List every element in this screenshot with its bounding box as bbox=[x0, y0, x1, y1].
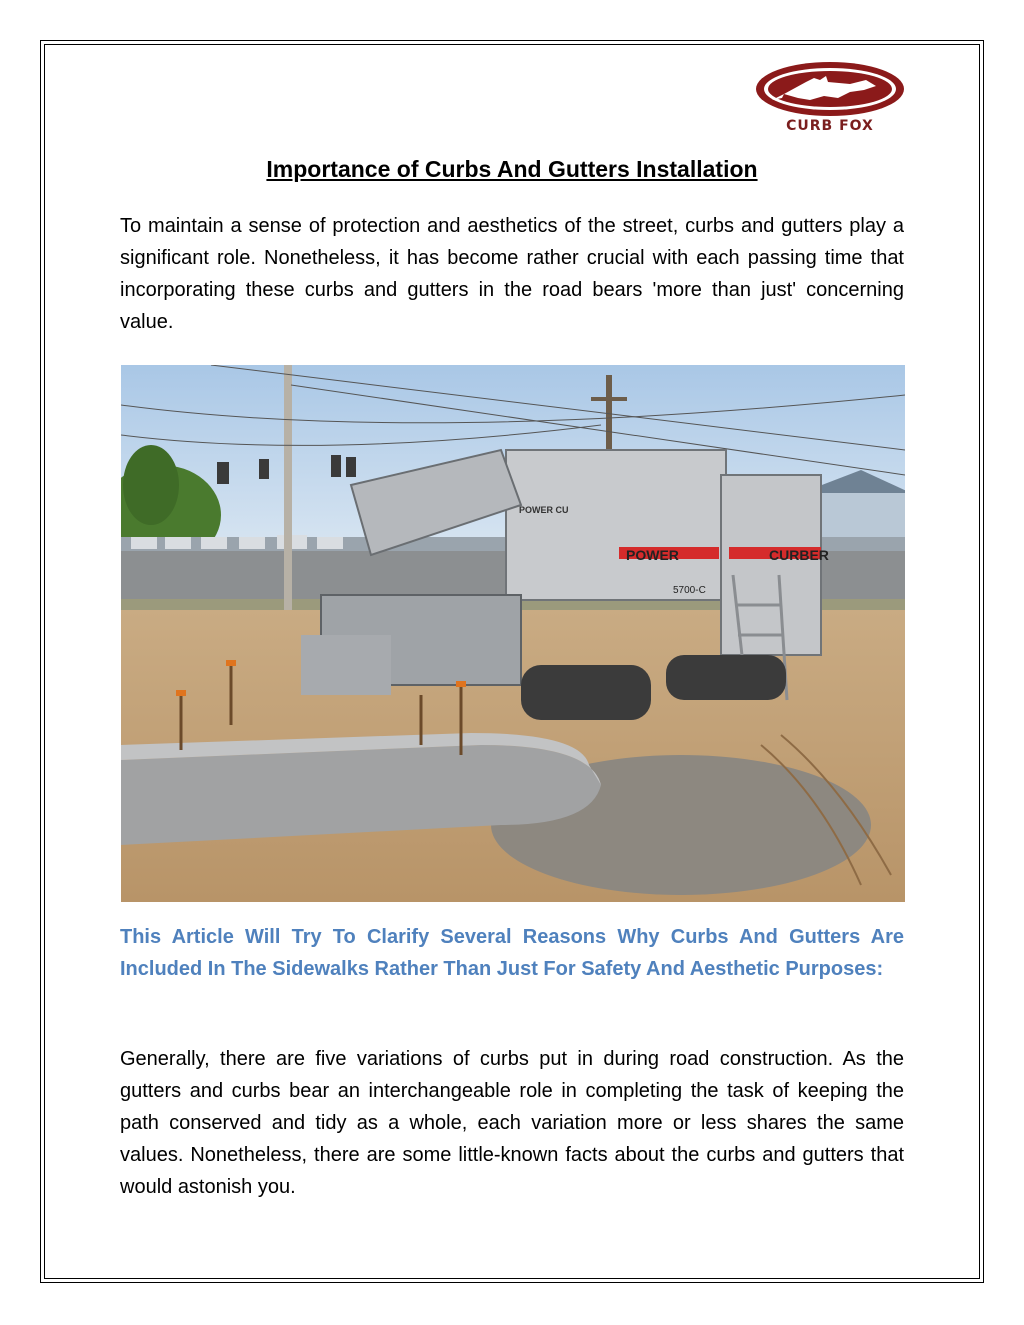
page-title: Importance of Curbs And Gutters Installation bbox=[266, 156, 758, 182]
machine-label-power: POWER bbox=[626, 547, 679, 563]
fox-emblem-icon bbox=[754, 60, 906, 118]
logo-text: CURB FOX bbox=[786, 118, 874, 134]
construction-scene bbox=[121, 365, 905, 902]
body-paragraph: Generally, there are five variations of curbs put in during road construction. As the gutters and curbs bear an interchangeable role in completing the task of keeping the path conserved and tidy as a whole, each variation more or less shares the same values. Nonetheless, there are some little-known facts about the curbs and gutters that would astonish you. bbox=[120, 1048, 904, 1198]
machine-label-curber: CURBER bbox=[769, 547, 829, 563]
curb-machine-photo bbox=[121, 365, 905, 902]
article-subheading: This Article Will Try To Clarify Several Reasons Why Curbs And Gutters Are Included In The Sidewalks Rather Than Just For Safety And Aesthetic Purposes: bbox=[120, 926, 904, 980]
intro-paragraph: To maintain a sense of protection and aesthetics of the street, curbs and gutters play a significant role. Nonetheless, it has become rather crucial with each passing time that incorporating these curbs and gutters in the road bears 'more than just' concerning value. bbox=[120, 215, 904, 333]
machine-side-label: POWER CU bbox=[519, 505, 569, 515]
curb-fox-logo bbox=[754, 60, 906, 144]
machine-model: 5700-C bbox=[673, 585, 706, 596]
